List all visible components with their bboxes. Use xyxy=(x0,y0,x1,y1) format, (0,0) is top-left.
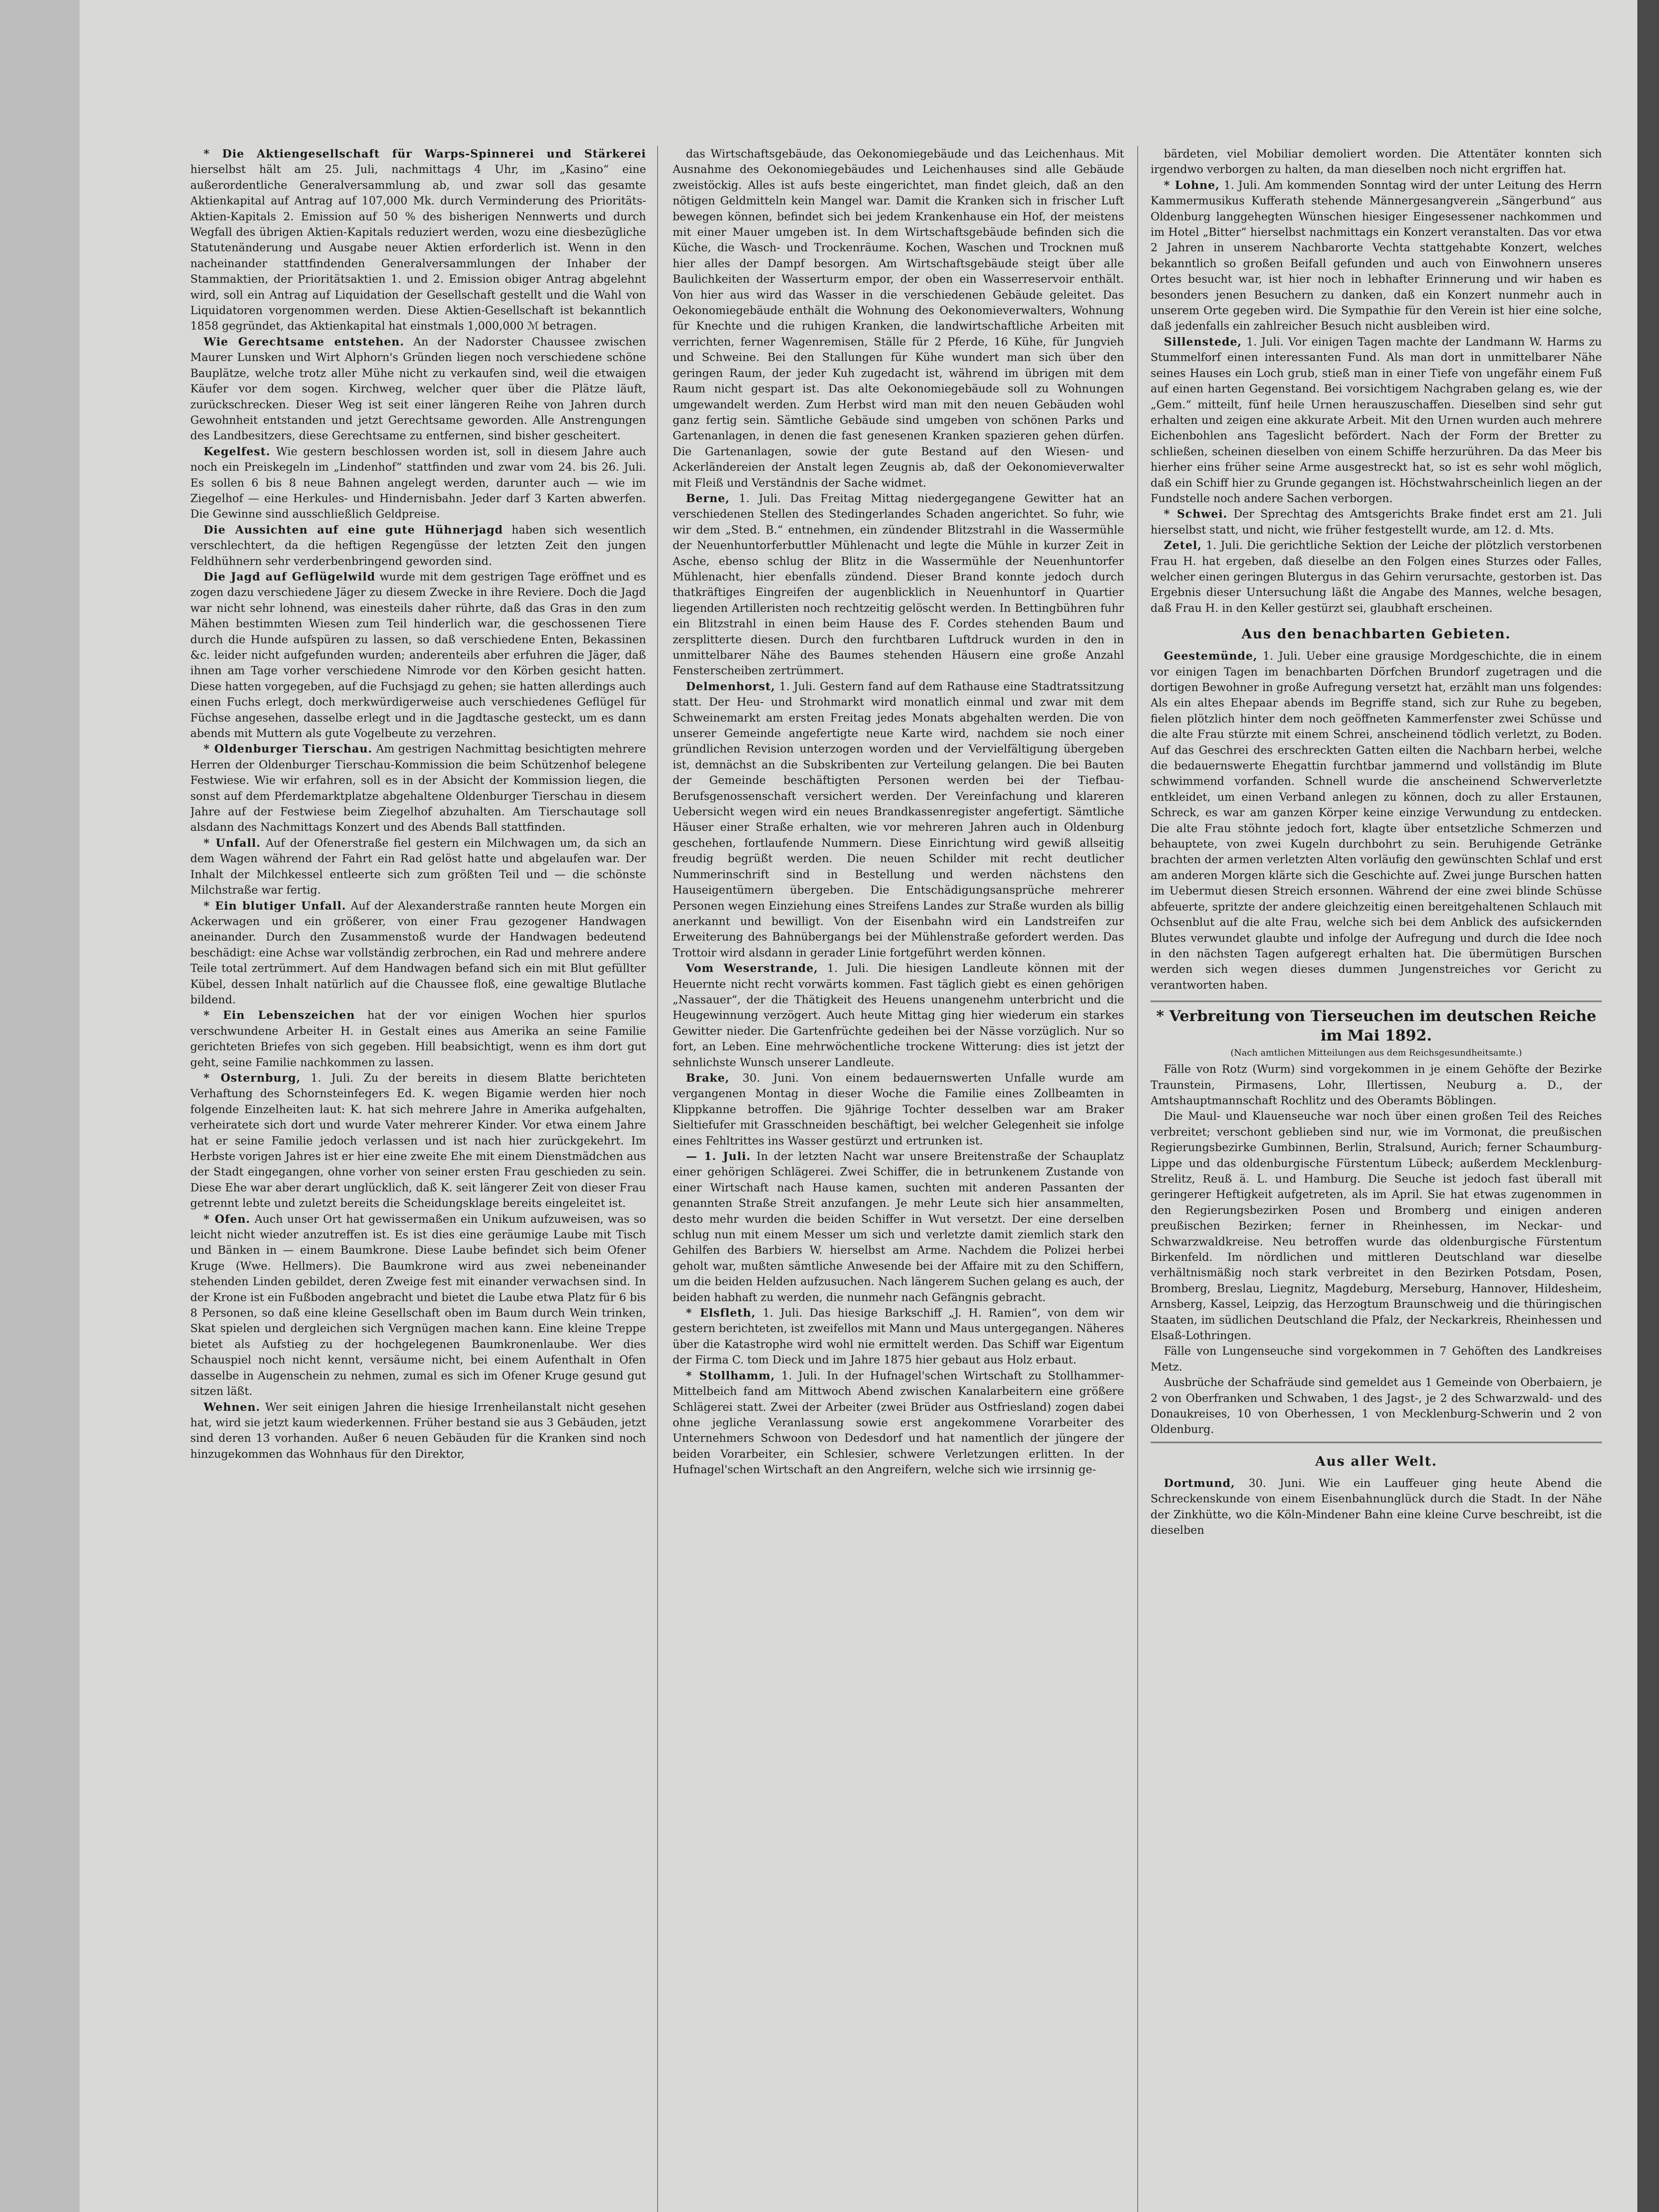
article xyxy=(190,569,646,741)
article xyxy=(673,1148,1124,1305)
column-3-articles xyxy=(1151,146,1602,616)
article-text: 1. Juli. Gestern fand auf dem Rathause eine Stadtratssitzung statt. Der Heu- und Strohmarkt wird monatlich einmal und zwar mit dem Schweinemarkt am ersten Freitag jedes Monats abgehalten werden. Die von unserer Gemeinde angefertigte neue Karte wird, nachdem sie noch einer gründlichen Revision unterzogen worden und der Vervielfältigung übergeben ist, demnächst an die Subskribenten zur Verteilung gelangen. Die bei Bauten der Gemeinde beschäftigten Personen werden bei der Tiefbau-Berufsgenossenschaft versichert werden. Der Vereinfachung und klareren Uebersicht wegen wird ein neues Brandkassenregister angefertigt. Sämtliche Häuser einer Straße erhalten, wie vor mehreren Jahren auch in Oldenburg geschehen, fortlaufende Nummern. Diese Einrichtung wird gewiß allseitig freudig begrüßt werden. Die neuen Schilder mit recht deutlicher Nummerinschrift sind in Bestellung und werden nächstens den Hauseigentümern übergeben. Die Entschädigungsansprüche mehrerer Personen wegen Einziehung eines Streifens Landes zur Straße wurden als billig anerkannt und bewilligt. Von der Eisenbahn wird ein Landstreifen zur Erweiterung des Bahnübergangs bei der Mühlenstraße gefordert werden. Das Trottoir wird alsdann in gerader Linie fortgeführt werden können. xyxy=(673,680,1124,959)
article xyxy=(190,146,646,334)
article-text: 30. Juni. Wie ein Lauffeuer ging heute Abend die Schreckenskunde von einem Eisenbahnunglück durch die Stadt. In der Nähe der Zinkhütte, wo die Köln-Mindener Bahn eine kleine Curve beschreibt, ist die dieselben xyxy=(1151,1476,1602,1537)
section-heading-world: Aus aller Welt. xyxy=(1315,1453,1438,1469)
article xyxy=(673,491,1124,679)
article-headline: Wie Gerechtsame entstehen. xyxy=(204,335,404,348)
page-binding-edge xyxy=(0,0,80,2212)
article-headline: * Ein Lebenszeichen xyxy=(204,1009,355,1022)
article-text: 1. Juli. Ueber eine grausige Mordgeschichte, die in einem vor einigen Tagen im benachbarten Dörfchen Brundorf zugetragen und die dortigen Bewohner in große Aufregung versetzt hat, erzählt man uns folgendes: Als ein altes Ehepaar abends im Begriffe stand, sich zur Ruhe zu begeben, fielen plötzlich hinter dem noch geöffneten Kammerfenster zwei Schüsse und die alte Frau stürzte mit einem Schrei, anscheinend tödlich verletzt, zu Boden. Auf das Geschrei des erschreckten Gatten eilten die Nachbarn herbei, welche die bedauernswerte Ehegattin furchtbar jammernd und vollständig im Blute schwimmend vorfanden. Schnell wurde die anscheinend Schwerverletzte entkleidet, um einen Verband anlegen zu können, doch zu aller Erstaunen, Schreck, es war am ganzen Körper keine einzige Verwundung zu entdecken. Die alte Frau stöhnte jedoch fort, klagte über entsetzliche Schmerzen und behauptete, von zwei Kugeln durchbohrt zu sein. Beruhigende Getränke brachten der armen verletzten Alten vorläufig den gewünschten Schlaf und erst am anderen Morgen klärte sich die Geschichte auf. Zwei junge Burschen hatten im Uebermut diesen Streich ersonnen. Während der eine zwei blinde Schüsse abfeuerte, spritzte der andere gleichzeitig einen bereitgehaltenen Schlauch mit Ochsenblut auf die alte Frau, welche sich bei dem Anblick des aufsickernden Blutes verwundet glaubte und infolge der Aufregung und durch die Idee noch in den nächsten Tagen aufgeregt erhalten hat. Die übermütigen Burschen werden sich wegen dieses dummen Jungenstreiches vor Gericht zu verantworten haben. xyxy=(1151,649,1602,991)
article-text: In der letzten Nacht war unsere Breitenstraße der Schauplatz einer gehörigen Schlägerei. Zwei Schiffer, die in betrunkenem Zustande von einer Wirtschaft nach Hause kamen, suchten mit anderen Passanten der genannten Straße Streit anzufangen. Je mehr Leute sich hier ansammelten, desto mehr wurden die beiden Schiffer in Wut versetzt. Der eine derselben schlug nun mit einem Messer um sich und verletzte damit ziemlich stark den Gehilfen des Barbiers W. hierselbst am Arme. Nachdem die Polizei herbei geholt war, mußten sämtliche Anwesende bei der Affaire mit zu den Schiffern, um die beiden Helden aufzusuchen. Nach längerem Suchen gelang es auch, der beiden habhaft zu werden, die nunmehr nach Gefängnis gebracht. xyxy=(673,1150,1124,1304)
article xyxy=(190,444,646,522)
article xyxy=(1151,146,1602,177)
article xyxy=(190,1399,646,1462)
article-headline: * Oldenburger Tierschau. xyxy=(204,742,373,756)
epizootic-report-source: (Nach amtlichen Mitteilungen aus dem Reichsgesundheitsamte.) xyxy=(1230,1047,1522,1058)
article-headline: * Osternburg, xyxy=(204,1071,301,1084)
article-text: 1. Juli. Vor einigen Tagen machte der Landmann W. Harms zu Stummelforf einen interessanten Fund. Als man dort in unmittelbarer Nähe seines Hauses ein Loch grub, stieß man in einer Tiefe von ungefähr einem Fuß auf einen harten Gegenstand. Bei vorsichtigem Nachgraben gelang es, wie der „Gem.“ mitteilt, fünf heile Urnen herauszuschaffen. Dieselben sind sehr gut erhalten und zeigen eine akkurate Arbeit. Mit den Urnen wurden auch mehrere Eichenbohlen ans Tageslicht befördert. Nach der Form der Bretter zu schließen, scheinen dieselben von einem Schiffe herzurühren. Da das Meer bis hierher eins früher seine Arme ausgestreckt hat, so ist es sehr wohl möglich, daß ein Schiff hier zu Grunde gegangen ist. Höchstwahrscheinlich liegen an der Fundstelle noch andere Sachen verborgen. xyxy=(1151,335,1602,505)
article xyxy=(673,146,1124,491)
article-headline: Die Jagd auf Geflügelwild xyxy=(204,570,376,583)
article-text: 1. Juli. Am kommenden Sonntag wird der unter Leitung des Herrn Kammermusikus Kufferath stehende Männergesangverein „Sängerbund“ aus Oldenburg langgehegten Wünschen hiesiger Eingesessener nachkommen und im Hotel „Bitter“ hierselbst nachmittags ein Konzert veranstalten. Das vor etwa 2 Jahren in unserem Nachbarorte Vechta stattgehabte Konzert, welches bekanntlich so großen Beifall gefunden und auch von Einwohnern unseres Ortes besucht war, ist hier noch in lebhafter Erinnerung und wir haben es besonders jenen Besuchern zu danken, daß ein Konzert nunmehr auch in unserem Orte gegeben wird. Die Sympathie für den Verein ist hier eine solche, daß jedenfalls ein zahlreicher Besuch nicht ausbleiben wird. xyxy=(1151,178,1602,333)
article-headline: Wehnen. xyxy=(204,1400,261,1413)
article xyxy=(1151,1475,1602,1538)
article-text: hierselbst hält am 25. Juli, nachmittags 4 Uhr, im „Kasino“ eine außerordentliche Generalversammlung ab, und zwar soll das gesamte Aktienkapital auf Antrag auf 107,000 Mk. durch Verminderung des Prioritäts-Aktien-Kapitals 2. Emission auf 50 % des bisherigen Nennwerts und durch Wegfall des übrigen Aktien-Kapitals reduziert werden, wozu eine diesbezügliche Statutenänderung und Ausgabe neuer Aktien erforderlich ist. Wenn in den nacheinander stattfindenden Generalversammlungen der Inhaber der Stammaktien, der Prioritätsaktien 1. und 2. Emission obiger Antrag abgelehnt wird, soll ein Antrag auf Liquidation der Gesellschaft gestellt und die Wahl von Liquidatoren vorgenommen werden. Diese Aktien-Gesellschaft ist bekanntlich 1858 gegründet, das Aktienkapital hat einstmals 1,000,000 ℳ betragen. xyxy=(190,163,646,333)
article-text: wurde mit dem gestrigen Tage eröffnet und es zogen dazu verschiedene Jäger zu diesem Zwecke in ihre Reviere. Doch die Jagd war nicht sehr lohnend, was einesteils daher rührte, daß das Gras in den zum Mähen bestimmten Wiesen zum Teil hinderlich war, die geschossenen Tiere durch die Hunde aufspüren zu lassen, so daß verschiedene Enten, Bekassinen &c. leider nicht aufgefunden wurden; anderenteils aber erfuhren die Jäger, daß ihnen am Tage vorher verschiedene Nimrode vor den Körben gesicht hatten. Diese hatten vorgegeben, auf die Fuchsjagd zu gehen; sie hatten allerdings auch einen Fuchs erlegt, doch merkwürdigerweise auch verschiedenes Geflügel für Füchse angesehen, dasselbe erlegt und in die Jagdtasche gesteckt, um es dann abends mit Muttern als gute Vogelbeute zu verzehren. xyxy=(190,570,646,740)
article-text: das Wirtschaftsgebäude, das Oekonomiegebäude und das Leichenhaus. Mit Ausnahme des Oekonomiegebäudes und Leichenhauses sind alle Gebäude zweistöckig. Alles ist aufs beste eingerichtet, man findet gleich, daß an den nötigen Geldmitteln kein Mangel war. Damit die Kranken sich in frischer Luft bewegen können, befindet sich bei jedem Krankenhause ein Hof, der meistens mit einer Mauer umgeben ist. In dem Wirtschaftsgebäude befinden sich die Küche, die Wasch- und Trockenräume. Kochen, Waschen und Trocknen muß hier alles der Dampf besorgen. Am Wirtschaftsgebäude steigt über alle Baulichkeiten der Wasserturm empor, der oben ein Wasserreservoir enthält. Von hier aus wird das Wasser in die verschiedenen Gebäude geleitet. Das Oekonomiegebäude enthält die Wohnung des Oekonomieverwalters, Wohnung für Knechte und die ruhigen Kranken, die landwirtschaftliche Arbeiten mit verrichten, ferner Wagenremisen, Ställe für 2 Pferde, 16 Kühe, für Jungvieh und Schweine. Bei den Stallungen für Kühe wundert man sich über den geringen Raum, der jeder Kuh zugedacht ist, während im übrigen mit dem Raum nicht gespart ist. Das alte Oekonomiegebäude soll zu Wohnungen umgewandelt werden. Zum Herbst wird man mit den neuen Gebäuden wohl ganz fertig sein. Sämtliche Gebäude sind umgeben von schönen Parks und Gartenanlagen, in denen die fast genesenen Kranken spazieren gehen dürfen. Die Gartenanlagen, sowie der gute Bestand auf den Wiesen- und Ackerländereien der Anstalt legen Zeugnis ab, daß der Oekonomieverwalter mit Fleiß und Verständnis der Sache widmet. xyxy=(673,147,1124,489)
article-headline: Zetel, xyxy=(1164,539,1202,552)
report-paragraph: Fälle von Lungenseuche sind vorgekommen in 7 Gehöften des Landkreises Metz. xyxy=(1151,1344,1602,1373)
article xyxy=(673,679,1124,960)
article-text: 1. Juli. Die gerichtliche Sektion der Leiche der plötzlich verstorbenen Frau H. hat ergeben, daß dieselbe an den Folgen eines Sturzes oder Falles, welcher einen geringen Blutergus in das Gehirn verursachte, gestorben ist. Das Ergebnis dieser Untersuchung läßt die Angabe des Mannes, welche besagen, daß Frau H. in den Keller gestürzt sei, glaubhaft erscheinen. xyxy=(1151,539,1602,614)
article-headline: * Elsfleth, xyxy=(686,1306,756,1320)
article xyxy=(190,898,646,1008)
article-text: 1. Juli. In der Hufnagel'schen Wirtschaft zu Stollhammer-Mittelbeich fand am Mittwoch Abend zwischen Kanalarbeitern eine größere Schlägerei statt. Zwei der Arbeiter (zwei Brüder aus Ostfriesland) zogen dabei ohne jegliche Veranlassung sowie erst angekommene Vorarbeiter des Unternehmers Schwoon von Dedesdorf und hat namentlich der jüngere der beiden Vorarbeiter, ein Schlesier, schwere Verletzungen erlitten. In der Hufnagel'schen Wirtschaft an den Angreifern, welche sich wie irrsinnig ge- xyxy=(673,1369,1124,1476)
column-rule xyxy=(657,146,658,2212)
article xyxy=(673,960,1124,1070)
section-heading-neighbors: Aus den benachbarten Gebieten. xyxy=(1241,626,1511,642)
article xyxy=(1151,506,1602,538)
article-headline: — 1. Juli. xyxy=(686,1150,751,1163)
newspaper-page xyxy=(80,0,1637,2212)
article-text: 1. Juli. Zu der bereits in diesem Blatte berichteten Verhaftung des Schornsteinfegers Ed. K. wegen Bigamie werden hier noch folgende Einzelheiten laut: K. hat sich mehrere Jahre in Amerika aufgehalten, verheiratete sich dort und wurde Vater mehrerer Kinder. Vor etwa einem Jahre hat er seine Familie jedoch verlassen und ist nach hier zurückgekehrt. Im Herbste vorigen Jahres ist er hier eine zweite Ehe mit einem Dienstmädchen aus der Stadt eingegangen, ohne vorher von seiner ersten Frau geschieden zu sein. Diese Ehe war aber derart unglücklich, daß K. seit längerer Zeit von dieser Frau getrennt lebte und zuletzt bereits die Scheidungsklage bereits eingeleitet ist. xyxy=(190,1071,646,1210)
article xyxy=(190,1070,646,1211)
article-headline: Brake, xyxy=(686,1071,730,1084)
article-headline: * Ofen. xyxy=(204,1212,250,1225)
epizootic-report-body xyxy=(1151,1061,1602,1437)
article-headline: * Ein blutiger Unfall. xyxy=(204,899,346,912)
article-text: Auf der Alexanderstraße rannten heute Morgen ein Ackerwagen und ein größerer, von einer Frau gezogener Handwagen aneinander. Durch den Zusammenstoß wurde der Handwagen bedeutend beschädigt: eine Achse war vollständig zerbrochen, ein Rad und mehrere andere Teile total zertrümmert. Auf dem Handwagen befand sich ein mit Blut gefüllter Kübel, dessen Inhalt natürlich auf die Chaussee floß, eine gewaltige Blutlache bildend. xyxy=(190,899,646,1006)
article-text: Der Sprechtag des Amtsgerichts Brake findet erst am 21. Juli hierselbst statt, und nicht, wie früher festgestellt wurde, am 12. d. Mts. xyxy=(1151,507,1602,536)
article-text: 1. Juli. Das Freitag Mittag niedergegangene Gewitter hat an verschiedenen Stellen des Stedingerlandes Schaden angerichtet. So fuhr, wie wir dem „Sted. B.“ entnehmen, ein zündender Blitzstrahl in die Wassermühle der Neuenhuntorferbuttler Mühlenacht und legte die Mühle in kurzer Zeit in Asche, ebenso schlug der Blitz in die Wassermühle der Neuenhuntorfer Mühlenacht, hier ebenfalls zündend. Dieser Brand konnte jedoch durch thatkräftiges Eingreifen der augenblicklich in Neuenhuntorf in Quartier liegenden Artilleristen noch rechtzeitig gelöscht werden. In Bettingbühren fuhr ein Blitzstrahl in einen beim Hause des F. Cordes stehenden Baum und zersplitterte diesen. Durch den furchtbaren Luftdruck wurden in den in unmittelbarer Nähe des Baumes stehenden Häusern eine große Anzahl Fensterscheiben zertrümmert. xyxy=(673,492,1124,677)
column-2 xyxy=(673,146,1124,2212)
article-headline: * Stollhamm, xyxy=(686,1369,775,1382)
article xyxy=(673,1070,1124,1148)
article xyxy=(1151,334,1602,506)
report-paragraph: Fälle von Rotz (Wurm) sind vorgekommen in je einem Gehöfte der Bezirke Traunstein, Pirmasens, Lohr, Illertissen, Neuburg a. D., der Amtshauptmannschaft Rochlitz und des Oberamts Böblingen. xyxy=(1151,1063,1602,1107)
epizootic-report-box xyxy=(1151,1001,1602,1443)
column-3-world-articles xyxy=(1151,1475,1602,1538)
article-text: hat der vor einigen Wochen hier spurlos verschwundene Arbeiter H. in Gestalt eines aus Amerika an seine Familie gerichteten Briefes von sich gegeben. Hill beabsichtigt, wenn es ihm dort gut geht, seine Familie nachkommen zu lassen. xyxy=(190,1009,646,1069)
column-1 xyxy=(190,146,646,2212)
article-text: 30. Juni. Von einem bedauernswerten Unfalle wurde am vergangenen Montag in dieser Woche die Familie eines Zollbeamten in Klippkanne betroffen. Die 9jährige Tochter desselben war am Braker Sieltiefufer mit Grasschneiden beschäftigt, bei welcher Gelegenheit sie infolge eines Fehltrittes ins Wasser gestürzt und ertrunken ist. xyxy=(673,1071,1124,1147)
article-headline: * Schwei. xyxy=(1164,507,1228,521)
article xyxy=(190,1211,646,1399)
report-paragraph: Ausbrüche der Schafräude sind gemeldet aus 1 Gemeinde von Oberbaiern, je 2 von Oberfranken und Schwaben, 1 des Jagst-, je 2 des Schwarzwald- und des Donaukreises, 10 von Oberhessen, 1 von Mecklenburg-Schwerin und 2 von Oldenburg. xyxy=(1151,1376,1602,1436)
article-text: Wer seit einigen Jahren die hiesige Irrenheilanstalt nicht gesehen hat, wird sie jetzt kaum wiederkennen. Früher bestand sie aus 3 Gebäuden, jetzt sind deren 13 vorhanden. Außer 6 neuen Gebäuden für die Kranken sind noch hinzugekommen das Wohnhaus für den Direktor, xyxy=(190,1400,646,1460)
article xyxy=(190,741,646,835)
article-text: An der Nadorster Chaussee zwischen Maurer Lunsken und Wirt Alphorn's Gründen liegen noch verschiedene schöne Bauplätze, welche trotz aller Mühe nicht zu verkaufen sind, weil die etwaigen Käufer vor dem sogen. Kirchweg, welcher quer über die Plätze läuft, zurückschrecken. Dieser Weg ist seit einer längeren Reihe von Jahren durch Gewohnheit entstanden und jetzt Gerechtsame geworden. Alle Anstrengungen des Landbesitzers, diese Gerechtsame zu entfernen, sind bisher gescheitert. xyxy=(190,335,646,442)
article-headline: Dortmund, xyxy=(1164,1476,1236,1490)
article-text: 1. Juli. Das hiesige Barkschiff „J. H. Ramien“, von dem wir gestern berichteten, ist zweifellos mit Mann und Maus untergegangen. Näheres über die Katastrophe wird wohl nie ermittelt werden. Das Schiff war Eigentum der Firma C. tom Dieck und im Jahre 1875 hier gebaut aus Holz erbaut. xyxy=(673,1306,1124,1367)
article-text: Auch unser Ort hat gewissermaßen ein Unikum aufzuweisen, was so leicht nicht wieder anzutreffen ist. Es ist dies eine geräumige Laube mit Tisch und Bänken in — einem Baumkrone. Diese Laube befindet sich beim Ofener Kruge (Wwe. Hellmers). Die Baumkrone wird aus zwei nebeneinander stehenden Linden gebildet, deren Zweige fest mit einander verwachsen sind. In der Krone ist ein Fußboden angebracht und bietet die Laube etwa Platz für 6 bis 8 Personen, so daß eine kleine Gesellschaft oben im Baum durch Wein trinken, Skat spielen und dergleichen sich Vergnügen machen kann. Eine kleine Treppe bietet als Aufstieg zu der hochgelegenen Baumkronenlaube. Wer dies Schauspiel noch nicht kennt, versäume nicht, bei einem Aufenthalt in Ofen dasselbe in Augenschein zu nehmen, zumal es sich im Ofener Kruge gesund gut sitzen läßt. xyxy=(190,1212,646,1398)
article xyxy=(1151,538,1602,616)
article-text: Am gestrigen Nachmittag besichtigten mehrere Herren der Oldenburger Tierschau-Kommission die beim Schützenhof belegene Festwiese. Wie wir erfahren, soll es in der Absicht der Kommission liegen, die sonst auf dem Pferdemarktplatze abgehaltene Oldenburger Tierschau in diesem Jahre auf der Festwiese beim Ziegelhof abzuhalten. Am Tierschautage soll alsdann des Nachmittags Konzert und des Abends Ball stattfinden. xyxy=(190,742,646,834)
article-headline: * Lohne, xyxy=(1164,178,1220,192)
article-text: Wie gestern beschlossen worden ist, soll in diesem Jahre auch noch ein Preiskegeln im „Lindenhof“ stattfinden und zwar vom 24. bis 26. Juli. Es sollen 6 bis 8 neue Bahnen angelegt werden, darunter auch — wie im Ziegelhof — eine Herkules- und Hindernisbahn. Jeder darf 3 Karten abwerfen. Die Gewinne sind ausschließlich Geldpreise. xyxy=(190,445,646,521)
article xyxy=(190,835,646,898)
article-text: Auf der Ofenerstraße fiel gestern ein Milchwagen um, da sich an dem Wagen während der Fahrt ein Rad gelöst hatte und abgelaufen war. Der Inhalt der Milchkessel entleerte sich zum größten Teil und — die schönste Milchstraße war fertig. xyxy=(190,836,646,897)
column-rule xyxy=(1137,146,1138,2212)
article xyxy=(190,1007,646,1070)
article-headline: Kegelfest. xyxy=(204,445,270,458)
article xyxy=(1151,177,1602,334)
article-text: haben sich wesentlich verschlechtert, da die heftigen Regengüsse der letzten Zeit den jungen Feldhühnern sehr verderbenbringend geworden sind. xyxy=(190,523,646,568)
article-headline: Delmenhorst, xyxy=(686,680,775,693)
article xyxy=(190,522,646,569)
article-text: 1. Juli. Die hiesigen Landleute können mit der Heuernte nicht recht vorwärts kommen. Fast täglich giebt es einen gehörigen „Nassauer“, der die Thätigkeit des Heuens unangenehm unterbricht und die Heugewinnung verzögert. Auch heute Mittag ging hier wiederum ein starkes Gewitter nieder. Die Gartenfrüchte gedeihen bei der Nässe vorzüglich. Nur so fort, an Leben. Eine mehrwöchentliche trockene Witterung: dies ist jetzt der sehnlichste Wunsch unserer Landleute. xyxy=(673,962,1124,1069)
article xyxy=(1151,648,1602,993)
report-paragraph: Die Maul- und Klauenseuche war noch über einen großen Teil des Reiches verbreitet; verschont geblieben sind nur, wie im Vormonat, die preußischen Regierungsbezirke Gumbinnen, Berlin, Stralsund, Aurich; ferner Schaumburg-Lippe und das oldenburgische Fürstentum Lübeck; außerdem Mecklenburg-Strelitz, Reuß ä. L. und Hamburg. Die Seuche ist jedoch fast überall mit geringerer Heftigkeit aufgetreten, als im April. Sie hat etwas zugenommen in den Regierungsbezirken Posen und Bromberg und einigen anderen preußischen Bezirken; ferner in Rheinhessen, im Neckar- und Schwarzwaldkreise. Neu betroffen wurde das oldenburgische Fürstentum Birkenfeld. Im nördlichen und mittleren Deutschland war dieselbe verhältnismäßig noch stark verbreitet in den Bezirken Potsdam, Posen, Bromberg, Breslau, Liegnitz, Magdeburg, Merseburg, Hannover, Hildesheim, Arnsberg, Kassel, Leipzig, das Herzogtum Braunschweig und die thüringischen Staaten, im südlichen Deutschland die Pfalz, der Neckarkreis, Rheinhessen und Elsaß-Lothringen. xyxy=(1151,1110,1602,1342)
article xyxy=(673,1368,1124,1478)
article xyxy=(190,334,646,444)
article-headline: Sillenstede, xyxy=(1164,335,1242,348)
epizootic-report-title: * Verbreitung von Tierseuchen im deutschen Reiche im Mai 1892. xyxy=(1156,1007,1597,1045)
article-text: bärdeten, viel Mobiliar demoliert worden. Die Attentäter konnten sich irgendwo verborgen zu halten, da man dieselben noch nicht ergriffen hat. xyxy=(1151,147,1602,176)
article-headline: * Die Aktiengesellschaft für Warps-Spinnerei und Stärkerei xyxy=(204,147,646,160)
article-headline: * Unfall. xyxy=(204,836,261,849)
article-headline: Berne, xyxy=(686,492,730,505)
article-headline: Vom Weserstrande, xyxy=(686,962,818,975)
column-3-neighbor-articles xyxy=(1151,648,1602,993)
article-headline: Die Aussichten auf eine gute Hühnerjagd xyxy=(204,523,503,536)
article-headline: Geestemünde, xyxy=(1164,649,1258,663)
column-3 xyxy=(1151,146,1602,2212)
article xyxy=(673,1305,1124,1368)
